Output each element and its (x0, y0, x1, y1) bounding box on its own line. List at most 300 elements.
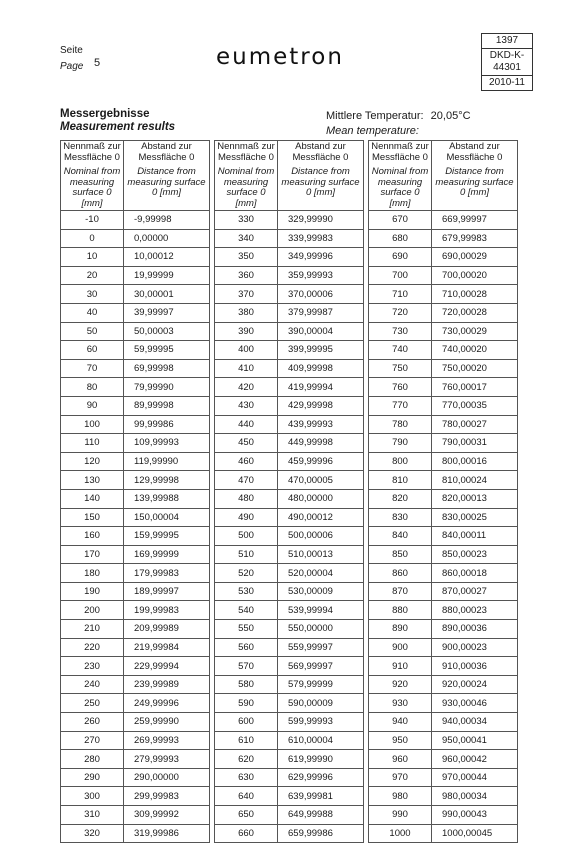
nominal-cell: 90 (61, 396, 124, 415)
table-row (61, 471, 210, 490)
nominal-cell: 350 (215, 248, 278, 267)
column-header-de: Nennmaß zur Messfläche 0 (63, 141, 121, 163)
table-row (61, 248, 210, 267)
nominal-cell: 460 (215, 452, 278, 471)
table-row (215, 824, 364, 843)
table-row (215, 620, 364, 639)
distance-cell: 490,00012 (278, 508, 364, 527)
table-row (369, 638, 518, 657)
distance-cell: 790,00031 (432, 434, 518, 453)
table-row (369, 285, 518, 304)
distance-cell: 700,00020 (432, 266, 518, 285)
nominal-cell: 800 (369, 452, 432, 471)
table-row (369, 806, 518, 825)
distance-cell: 50,00003 (124, 322, 210, 341)
nominal-cell: 580 (215, 675, 278, 694)
nominal-cell: 260 (61, 713, 124, 732)
nominal-cell: 210 (61, 620, 124, 639)
nominal-cell: 690 (369, 248, 432, 267)
table-row (61, 322, 210, 341)
table-row (215, 322, 364, 341)
nominal-cell: 0 (61, 229, 124, 248)
certificate-box (481, 33, 533, 91)
column-header-en: Nominal from measuring surface 0 [mm] (371, 166, 429, 209)
distance-cell: 379,99987 (278, 303, 364, 322)
distance-cell: 189,99997 (124, 582, 210, 601)
distance-cell: 590,00009 (278, 694, 364, 713)
column-header-de: Abstand zur Messfläche 0 (138, 141, 195, 163)
nominal-cell: 360 (215, 266, 278, 285)
distance-cell: 850,00023 (432, 545, 518, 564)
nominal-cell: 150 (61, 508, 124, 527)
table-row (215, 713, 364, 732)
distance-cell: 179,99983 (124, 564, 210, 583)
distance-cell: 500,00006 (278, 527, 364, 546)
distance-cell: 249,99996 (124, 694, 210, 713)
distance-cell: 459,99996 (278, 452, 364, 471)
table-row (369, 396, 518, 415)
nominal-cell: 230 (61, 657, 124, 676)
nominal-cell: 320 (61, 824, 124, 843)
table-row (369, 694, 518, 713)
distance-cell: 439,99993 (278, 415, 364, 434)
distance-cell: 119,99990 (124, 452, 210, 471)
distance-cell: 79,99990 (124, 378, 210, 397)
nominal-cell: 70 (61, 359, 124, 378)
table-row (215, 248, 364, 267)
distance-cell: 599,99993 (278, 713, 364, 732)
distance-cell: 920,00024 (432, 675, 518, 694)
table-row (369, 322, 518, 341)
distance-cell: 730,00029 (432, 322, 518, 341)
distance-cell: 960,00042 (432, 750, 518, 769)
nominal-cell: 510 (215, 545, 278, 564)
distance-cell: 659,99986 (278, 824, 364, 843)
distance-cell: 910,00036 (432, 657, 518, 676)
table-row (61, 452, 210, 471)
table-row (215, 750, 364, 769)
nominal-cell: 640 (215, 787, 278, 806)
distance-cell: 890,00036 (432, 620, 518, 639)
nominal-cell: 50 (61, 322, 124, 341)
distance-cell: 409,99998 (278, 359, 364, 378)
distance-cell: 309,99992 (124, 806, 210, 825)
column-header-distance (278, 141, 364, 211)
nominal-cell: 470 (215, 471, 278, 490)
nominal-cell: 270 (61, 731, 124, 750)
table-row (369, 229, 518, 248)
nominal-cell: 30 (61, 285, 124, 304)
table-row (61, 415, 210, 434)
distance-cell: 950,00041 (432, 731, 518, 750)
nominal-cell: 400 (215, 341, 278, 360)
nominal-cell: 410 (215, 359, 278, 378)
distance-cell: -9,99998 (124, 211, 210, 230)
distance-cell: 900,00023 (432, 638, 518, 657)
nominal-cell: 850 (369, 545, 432, 564)
distance-cell: 530,00009 (278, 582, 364, 601)
measurement-table (214, 140, 364, 843)
nominal-cell: -10 (61, 211, 124, 230)
distance-cell: 860,00018 (432, 564, 518, 583)
mean-temperature (326, 110, 471, 137)
distance-cell: 139,99988 (124, 489, 210, 508)
table-row (215, 489, 364, 508)
table-row (369, 768, 518, 787)
column-header-distance (432, 141, 518, 211)
table-row (215, 211, 364, 230)
nominal-cell: 370 (215, 285, 278, 304)
distance-cell: 339,99983 (278, 229, 364, 248)
distance-cell: 39,99997 (124, 303, 210, 322)
table-row (61, 787, 210, 806)
distance-cell: 319,99986 (124, 824, 210, 843)
table-row (215, 638, 364, 657)
nominal-cell: 610 (215, 731, 278, 750)
column-header-en: Distance from measuring surface 0 [mm] (127, 166, 206, 198)
distance-cell: 539,99994 (278, 601, 364, 620)
table-row (215, 657, 364, 676)
nominal-cell: 780 (369, 415, 432, 434)
table-row (215, 731, 364, 750)
nominal-cell: 490 (215, 508, 278, 527)
distance-cell: 159,99995 (124, 527, 210, 546)
nominal-cell: 330 (215, 211, 278, 230)
distance-cell: 550,00000 (278, 620, 364, 639)
distance-cell: 269,99993 (124, 731, 210, 750)
nominal-cell: 420 (215, 378, 278, 397)
temp-value: 20,05°C (430, 110, 471, 122)
nominal-cell: 590 (215, 694, 278, 713)
nominal-cell: 450 (215, 434, 278, 453)
table-row (215, 415, 364, 434)
page-label-de: Seite (60, 45, 83, 56)
nominal-cell: 770 (369, 396, 432, 415)
table-header-row (369, 141, 518, 211)
table-row (215, 787, 364, 806)
nominal-cell: 340 (215, 229, 278, 248)
distance-cell: 290,00000 (124, 768, 210, 787)
distance-cell: 980,00034 (432, 787, 518, 806)
measurement-table (60, 140, 210, 843)
nominal-cell: 930 (369, 694, 432, 713)
nominal-cell: 130 (61, 471, 124, 490)
distance-cell: 0,00000 (124, 229, 210, 248)
distance-cell: 19,99999 (124, 266, 210, 285)
distance-cell: 470,00005 (278, 471, 364, 490)
table-row (61, 638, 210, 657)
table-row (369, 787, 518, 806)
table-row (215, 303, 364, 322)
eumetron-logo: eumetron (216, 44, 344, 70)
table-row (369, 415, 518, 434)
nominal-cell: 740 (369, 341, 432, 360)
distance-cell: 349,99996 (278, 248, 364, 267)
nominal-cell: 840 (369, 527, 432, 546)
table-row (61, 303, 210, 322)
table-row (369, 582, 518, 601)
distance-cell: 760,00017 (432, 378, 518, 397)
distance-cell: 639,99981 (278, 787, 364, 806)
table-row (61, 489, 210, 508)
distance-cell: 480,00000 (278, 489, 364, 508)
table-row (61, 806, 210, 825)
nominal-cell: 280 (61, 750, 124, 769)
nominal-cell: 680 (369, 229, 432, 248)
distance-cell: 880,00023 (432, 601, 518, 620)
table-row (61, 657, 210, 676)
nominal-cell: 870 (369, 582, 432, 601)
nominal-cell: 920 (369, 675, 432, 694)
distance-cell: 559,99997 (278, 638, 364, 657)
distance-cell: 710,00028 (432, 285, 518, 304)
nominal-cell: 710 (369, 285, 432, 304)
distance-cell: 279,99993 (124, 750, 210, 769)
distance-cell: 30,00001 (124, 285, 210, 304)
table-row (61, 675, 210, 694)
distance-cell: 1000,00045 (432, 824, 518, 843)
table-row (215, 582, 364, 601)
column-header-nominal (61, 141, 124, 211)
nominal-cell: 990 (369, 806, 432, 825)
distance-cell: 990,00043 (432, 806, 518, 825)
nominal-cell: 520 (215, 564, 278, 583)
nominal-cell: 730 (369, 322, 432, 341)
nominal-cell: 600 (215, 713, 278, 732)
nominal-cell: 980 (369, 787, 432, 806)
column-header-de: Nennmaß zur Messfläche 0 (371, 141, 429, 163)
distance-cell: 390,00004 (278, 322, 364, 341)
table-row (215, 396, 364, 415)
cert-date: 2010-11 (482, 75, 532, 90)
nominal-cell: 190 (61, 582, 124, 601)
nominal-cell: 440 (215, 415, 278, 434)
distance-cell: 579,99999 (278, 675, 364, 694)
nominal-cell: 830 (369, 508, 432, 527)
measurement-tables (60, 140, 518, 843)
distance-cell: 830,00025 (432, 508, 518, 527)
distance-cell: 59,99995 (124, 341, 210, 360)
table-row (215, 229, 364, 248)
page-number: 5 (94, 57, 101, 69)
table-header-row (61, 141, 210, 211)
table-row (215, 378, 364, 397)
distance-cell: 69,99998 (124, 359, 210, 378)
distance-cell: 810,00024 (432, 471, 518, 490)
section-title-de: Messergebnisse (60, 108, 150, 120)
table-row (61, 713, 210, 732)
distance-cell: 840,00011 (432, 527, 518, 546)
table-row (215, 341, 364, 360)
distance-cell: 399,99995 (278, 341, 364, 360)
table-row (369, 657, 518, 676)
table-row (61, 731, 210, 750)
table-row (215, 545, 364, 564)
table-row (369, 303, 518, 322)
table-row (369, 508, 518, 527)
table-row (215, 266, 364, 285)
distance-cell: 229,99994 (124, 657, 210, 676)
table-row (369, 601, 518, 620)
table-row (61, 694, 210, 713)
table-row (61, 508, 210, 527)
table-row (61, 768, 210, 787)
table-row (369, 824, 518, 843)
distance-cell: 629,99996 (278, 768, 364, 787)
table-row (215, 285, 364, 304)
table-row (369, 489, 518, 508)
distance-cell: 10,00012 (124, 248, 210, 267)
table-row (215, 508, 364, 527)
nominal-cell: 530 (215, 582, 278, 601)
nominal-cell: 880 (369, 601, 432, 620)
distance-cell: 740,00020 (432, 341, 518, 360)
distance-cell: 370,00006 (278, 285, 364, 304)
nominal-cell: 620 (215, 750, 278, 769)
table-row (61, 527, 210, 546)
distance-cell: 520,00004 (278, 564, 364, 583)
distance-cell: 690,00029 (432, 248, 518, 267)
nominal-cell: 170 (61, 545, 124, 564)
distance-cell: 99,99986 (124, 415, 210, 434)
nominal-cell: 180 (61, 564, 124, 583)
table-row (369, 471, 518, 490)
table-row (369, 750, 518, 769)
distance-cell: 259,99990 (124, 713, 210, 732)
column-header-nominal (369, 141, 432, 211)
distance-cell: 649,99988 (278, 806, 364, 825)
column-header-en: Nominal from measuring surface 0 [mm] (63, 166, 121, 209)
distance-cell: 619,99990 (278, 750, 364, 769)
nominal-cell: 250 (61, 694, 124, 713)
distance-cell: 510,00013 (278, 545, 364, 564)
table-row (215, 694, 364, 713)
column-header-de: Nennmaß zur Messfläche 0 (217, 141, 275, 163)
table-row (61, 341, 210, 360)
table-row (61, 359, 210, 378)
nominal-cell: 140 (61, 489, 124, 508)
column-header-en: Distance from measuring surface 0 [mm] (435, 166, 514, 198)
distance-cell: 129,99998 (124, 471, 210, 490)
nominal-cell: 940 (369, 713, 432, 732)
nominal-cell: 60 (61, 341, 124, 360)
table-row (369, 731, 518, 750)
distance-cell: 870,00027 (432, 582, 518, 601)
table-row (61, 582, 210, 601)
nominal-cell: 1000 (369, 824, 432, 843)
distance-cell: 970,00044 (432, 768, 518, 787)
table-row (215, 471, 364, 490)
distance-cell: 930,00046 (432, 694, 518, 713)
distance-cell: 940,00034 (432, 713, 518, 732)
table-row (61, 750, 210, 769)
nominal-cell: 390 (215, 322, 278, 341)
table-header-row (215, 141, 364, 211)
distance-cell: 359,99993 (278, 266, 364, 285)
table-row (369, 341, 518, 360)
page-label-en: Page (60, 61, 84, 72)
nominal-cell: 700 (369, 266, 432, 285)
nominal-cell: 900 (369, 638, 432, 657)
cert-number: 1397 (482, 34, 532, 49)
table-row (369, 675, 518, 694)
table-row (369, 248, 518, 267)
table-row (215, 675, 364, 694)
distance-cell: 239,99989 (124, 675, 210, 694)
nominal-cell: 540 (215, 601, 278, 620)
distance-cell: 199,99983 (124, 601, 210, 620)
nominal-cell: 110 (61, 434, 124, 453)
column-header-en: Distance from measuring surface 0 [mm] (281, 166, 360, 198)
table-row (369, 713, 518, 732)
nominal-cell: 480 (215, 489, 278, 508)
table-row (369, 545, 518, 564)
table-row (369, 211, 518, 230)
nominal-cell: 860 (369, 564, 432, 583)
nominal-cell: 310 (61, 806, 124, 825)
distance-cell: 89,99998 (124, 396, 210, 415)
distance-cell: 800,00016 (432, 452, 518, 471)
nominal-cell: 40 (61, 303, 124, 322)
nominal-cell: 200 (61, 601, 124, 620)
distance-cell: 610,00004 (278, 731, 364, 750)
nominal-cell: 810 (369, 471, 432, 490)
distance-cell: 750,00020 (432, 359, 518, 378)
cert-lab-id: DKD-K-44301 (489, 50, 525, 73)
table-row (369, 434, 518, 453)
distance-cell: 679,99983 (432, 229, 518, 248)
table-row (369, 378, 518, 397)
nominal-cell: 820 (369, 489, 432, 508)
nominal-cell: 650 (215, 806, 278, 825)
table-row (61, 378, 210, 397)
table-row (61, 285, 210, 304)
table-row (61, 266, 210, 285)
distance-cell: 820,00013 (432, 489, 518, 508)
nominal-cell: 890 (369, 620, 432, 639)
table-row (369, 620, 518, 639)
column-header-de: Abstand zur Messfläche 0 (292, 141, 349, 163)
distance-cell: 150,00004 (124, 508, 210, 527)
nominal-cell: 910 (369, 657, 432, 676)
nominal-cell: 500 (215, 527, 278, 546)
table-row (215, 434, 364, 453)
measurement-table (368, 140, 518, 843)
table-row (369, 266, 518, 285)
distance-cell: 329,99990 (278, 211, 364, 230)
nominal-cell: 240 (61, 675, 124, 694)
nominal-cell: 950 (369, 731, 432, 750)
table-row (215, 527, 364, 546)
nominal-cell: 790 (369, 434, 432, 453)
nominal-cell: 220 (61, 638, 124, 657)
table-row (61, 211, 210, 230)
distance-cell: 669,99997 (432, 211, 518, 230)
nominal-cell: 660 (215, 824, 278, 843)
nominal-cell: 720 (369, 303, 432, 322)
table-row (61, 229, 210, 248)
distance-cell: 299,99983 (124, 787, 210, 806)
table-row (215, 601, 364, 620)
nominal-cell: 760 (369, 378, 432, 397)
distance-cell: 720,00028 (432, 303, 518, 322)
table-row (215, 564, 364, 583)
table-row (61, 545, 210, 564)
distance-cell: 219,99984 (124, 638, 210, 657)
table-row (215, 768, 364, 787)
column-header-de: Abstand zur Messfläche 0 (446, 141, 503, 163)
page-indicator (60, 45, 101, 74)
